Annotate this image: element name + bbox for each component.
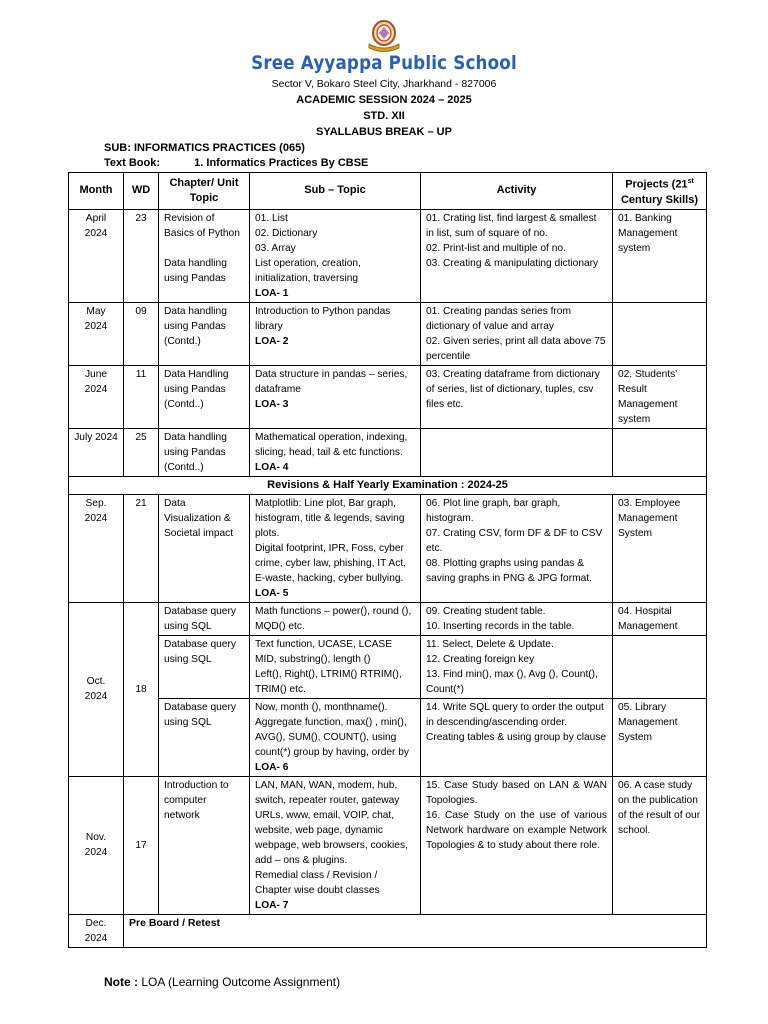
- month-cell: May 2024: [69, 302, 124, 365]
- textbook-line: [104, 157, 368, 169]
- loa-label: LOA- 5: [255, 587, 289, 599]
- subtopic-cell: Text function, UCASE, LCASE MID, substring(), length () Left(), Right(), LTRIM() RTRIM(), TRIM() etc.: [250, 635, 421, 698]
- table-row: [69, 602, 707, 635]
- table-row: [69, 365, 707, 428]
- standard: STD. XII: [363, 110, 405, 122]
- month-cell: Oct. 2024: [69, 602, 124, 776]
- subtopic-cell: Matplotlib: Line plot, Bar graph, histogram, title & legends, saving plots. Digital footprint, IPR, Foss, cyber crime, cyber law, phishing, IT Act, E-waste, hacking, cyber bullying. LOA- 5: [250, 494, 421, 602]
- month-cell: Nov. 2024: [69, 776, 124, 914]
- activity-cell: 01. Crating list, find largest & smallest in list, sum of square of no. 02. Print-list and multiple of no. 03. Creating & manipulating dictionary: [421, 209, 613, 302]
- project-cell: 01. Banking Management system: [613, 209, 707, 302]
- project-cell: 02. Students' Result Management system: [613, 365, 707, 428]
- note-label: Note :: [104, 975, 138, 989]
- wd-cell: 23: [124, 209, 159, 302]
- loa-label: LOA- 2: [255, 335, 289, 347]
- syllabus-table: [68, 172, 707, 948]
- activity-cell: 06. Plot line graph, bar graph, histogram. 07. Crating CSV, form DF & DF to CSV etc. 08. Plotting graphs using pandas & saving graphs in PNG & JPG format.: [421, 494, 613, 602]
- subject-label: SUB: INFORMATICS PRACTICES (065): [104, 142, 305, 154]
- table-row: [69, 635, 707, 698]
- wd-cell: 18: [124, 602, 159, 776]
- wd-cell: 17: [124, 776, 159, 914]
- note-text: LOA (Learning Outcome Assignment): [141, 975, 341, 989]
- activity-cell: [421, 428, 613, 476]
- table-row: [69, 776, 707, 914]
- chapter-cell: Data handling using Pandas (Contd.): [159, 302, 250, 365]
- project-cell: 04. Hospital Management: [613, 602, 707, 635]
- header-activity: Activity: [421, 173, 613, 210]
- wd-cell: 21: [124, 494, 159, 602]
- month-cell: Dec. 2024: [69, 914, 124, 947]
- note: [104, 975, 340, 989]
- subtopic-cell: 01. List 02. Dictionary 03. Array List operation, creation, initialization, traversing LOA- 1: [250, 209, 421, 302]
- school-address: Sector V, Bokaro Steel City, Jharkhand - 827006: [271, 78, 497, 90]
- table-row: [69, 209, 707, 302]
- school-name: Sree Ayyappa Public School: [251, 52, 517, 74]
- month-cell: July 2024: [69, 428, 124, 476]
- table-row: [69, 302, 707, 365]
- activity-cell: 09. Creating student table. 10. Inserting records in the table.: [421, 602, 613, 635]
- revisions-banner: Revisions & Half Yearly Examination : 2024-25: [69, 476, 707, 494]
- loa-label: LOA- 4: [255, 461, 289, 473]
- chapter-cell: Database query using SQL: [159, 602, 250, 635]
- activity-cell: 01. Creating pandas series from dictionary of value and array 02. Given series, print all data above 75 percentile: [421, 302, 613, 365]
- activity-cell: 15. Case Study based on LAN & WAN Topologies. 16. Case Study on the use of various Network hardware on example Network Topologies & to study about there role.: [421, 776, 613, 914]
- chapter-cell: Revision of Basics of Python Data handling using Pandas: [159, 209, 250, 302]
- project-cell: 05. Library Management System: [613, 698, 707, 776]
- project-cell: 03. Employee Management System: [613, 494, 707, 602]
- textbook-value: 1. Informatics Practices By CBSE: [194, 157, 369, 169]
- revisions-row: [69, 476, 707, 494]
- subtopic-cell: Now, month (), monthname(). Aggregate function, max() , min(), AVG(), SUM(), COUNT(), using count(*) group by having, order by LOA- 6: [250, 698, 421, 776]
- loa-label: LOA- 7: [255, 899, 289, 911]
- chapter-cell: Introduction to computer network: [159, 776, 250, 914]
- month-cell: Sep. 2024: [69, 494, 124, 602]
- table-row: [69, 698, 707, 776]
- month-cell: April 2024: [69, 209, 124, 302]
- wd-cell: 09: [124, 302, 159, 365]
- wd-cell: 25: [124, 428, 159, 476]
- academic-session: ACADEMIC SESSION 2024 – 2025: [296, 94, 472, 106]
- subtopic-cell: Data structure in pandas – series, dataframe LOA- 3: [250, 365, 421, 428]
- document-title: SYALLABUS BREAK – UP: [316, 126, 452, 138]
- project-cell: [613, 635, 707, 698]
- chapter-cell: Data handling using Pandas (Contd..): [159, 428, 250, 476]
- table-row: [69, 428, 707, 476]
- wd-cell: 11: [124, 365, 159, 428]
- preboard-cell: Pre Board / Retest: [124, 914, 707, 947]
- header-subtopic: Sub – Topic: [250, 173, 421, 210]
- subtopic-cell: Mathematical operation, indexing, slicing, head, tail & etc functions. LOA- 4: [250, 428, 421, 476]
- loa-label: LOA- 3: [255, 398, 289, 410]
- header-chapter: Chapter/ Unit Topic: [159, 173, 250, 210]
- table-row: [69, 494, 707, 602]
- header-wd: WD: [124, 173, 159, 210]
- chapter-cell: Database query using SQL: [159, 635, 250, 698]
- chapter-cell: Data Visualization & Societal impact: [159, 494, 250, 602]
- table-row: [69, 914, 707, 947]
- loa-label: LOA- 6: [255, 761, 289, 773]
- header-month: Month: [69, 173, 124, 210]
- project-cell: [613, 428, 707, 476]
- school-crest-icon: [365, 18, 403, 52]
- activity-cell: 03. Creating dataframe from dictionary of series, list of dictionary, tuples, csv files etc.: [421, 365, 613, 428]
- loa-label: LOA- 1: [255, 287, 289, 299]
- chapter-cell: Database query using SQL: [159, 698, 250, 776]
- activity-cell: 14. Write SQL query to order the output in descending/ascending order. Creating tables & using group by clause: [421, 698, 613, 776]
- project-cell: [613, 302, 707, 365]
- subtopic-cell: Math functions – power(), round (), MQD() etc.: [250, 602, 421, 635]
- header-projects: Projects (21st Century Skills): [613, 173, 707, 210]
- subtopic-cell: LAN, MAN, WAN, modem, hub, switch, repeater router, gateway URLs, www, email, VOIP, chat, website, web page, dynamic webpage, web browsers, cookies, add – ons & plugins. Remedial class / Revision / Chapter wise doubt classes LOA- 7: [250, 776, 421, 914]
- activity-cell: 11. Select, Delete & Update. 12. Creating foreign key 13. Find min(), max (), Avg (), Count(), Count(*): [421, 635, 613, 698]
- table-header-row: [69, 173, 707, 210]
- project-cell: 06. A case study on the publication of the result of our school.: [613, 776, 707, 914]
- chapter-cell: Data Handling using Pandas (Contd..): [159, 365, 250, 428]
- month-cell: June 2024: [69, 365, 124, 428]
- textbook-label: Text Book:: [104, 157, 161, 169]
- subtopic-cell: Introduction to Python pandas library LOA- 2: [250, 302, 421, 365]
